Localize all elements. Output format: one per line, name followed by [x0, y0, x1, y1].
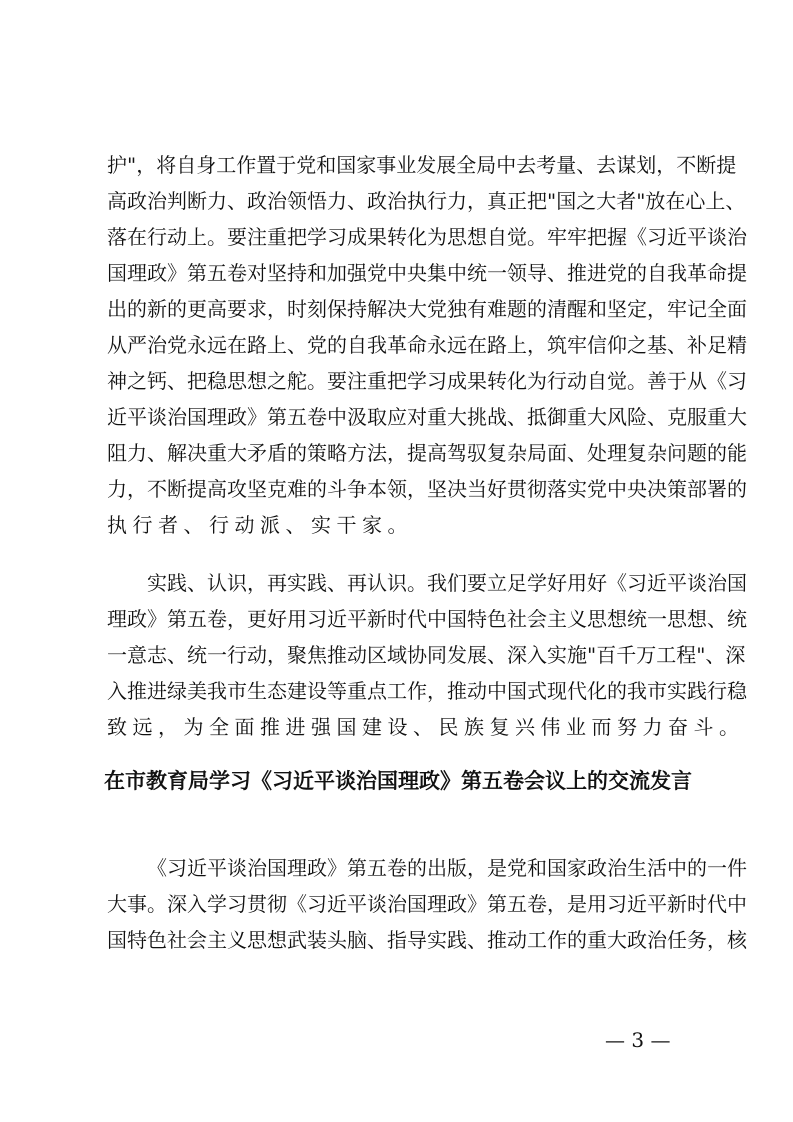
section-heading: 在市教育局学习《习近平谈治国理政》第五卷会议上的交流发言 — [104, 769, 692, 793]
text-line: 实践、认识，再实践、再认识。我们要立足学好用好《习近平谈治国 — [147, 571, 747, 595]
page-number: — 3 — — [605, 1028, 671, 1052]
text-line: 落在行动上。要注重把学习成果转化为思想自觉。牢牢把握《习近平谈治 — [107, 225, 747, 249]
text-line: 国理政》第五卷对坚持和加强党中央集中统一领导、推进党的自我革命提 — [107, 261, 747, 285]
text-line: 一意志、统一行动，聚焦推动区域协同发展、深入实施"百千万工程"、深 — [107, 643, 746, 667]
text-line: 大事。深入学习贯彻《习近平谈治国理政》第五卷，是用习近平新时代中 — [107, 892, 747, 916]
text-line: 入推进绿美我市生态建设等重点工作，推动中国式现代化的我市实践行稳 — [107, 679, 747, 703]
text-line: 《习近平谈治国理政》第五卷的出版，是党和国家政治生活中的一件 — [147, 856, 747, 880]
text-line: 理政》第五卷，更好用习近平新时代中国特色社会主义思想统一思想、统 — [107, 607, 747, 631]
text-line: 近平谈治国理政》第五卷中汲取应对重大挑战、抵御重大风险、克服重大 — [107, 405, 747, 429]
text-line: 护"，将自身工作置于党和国家事业发展全局中去考量、去谋划，不断提 — [107, 153, 737, 177]
text-line: 出的新的更高要求，时刻保持解决大党独有难题的清醒和坚定，牢记全面 — [107, 297, 747, 321]
text-line: 高政治判断力、政治领悟力、政治执行力，真正把"国之大者"放在心上、 — [107, 189, 746, 213]
text-line: 从严治党永远在路上、党的自我革命永远在路上，筑牢信仰之基、补足精 — [107, 333, 747, 357]
text-line: 执行者、行动派、实干家。 — [107, 513, 413, 537]
text-line: 致远，为全面推进强国建设、民族复兴伟业而努力奋斗。 — [107, 715, 745, 739]
text-line: 阻力、解决重大矛盾的策略方法，提高驾驭复杂局面、处理复杂问题的能 — [107, 441, 747, 465]
text-line: 力，不断提高攻坚克难的斗争本领，坚决当好贯彻落实党中央决策部署的 — [107, 477, 747, 501]
text-line: 神之钙、把稳思想之舵。要注重把学习成果转化为行动自觉。善于从《习 — [107, 369, 747, 393]
text-line: 国特色社会主义思想武装头脑、指导实践、推动工作的重大政治任务，核 — [107, 928, 747, 952]
